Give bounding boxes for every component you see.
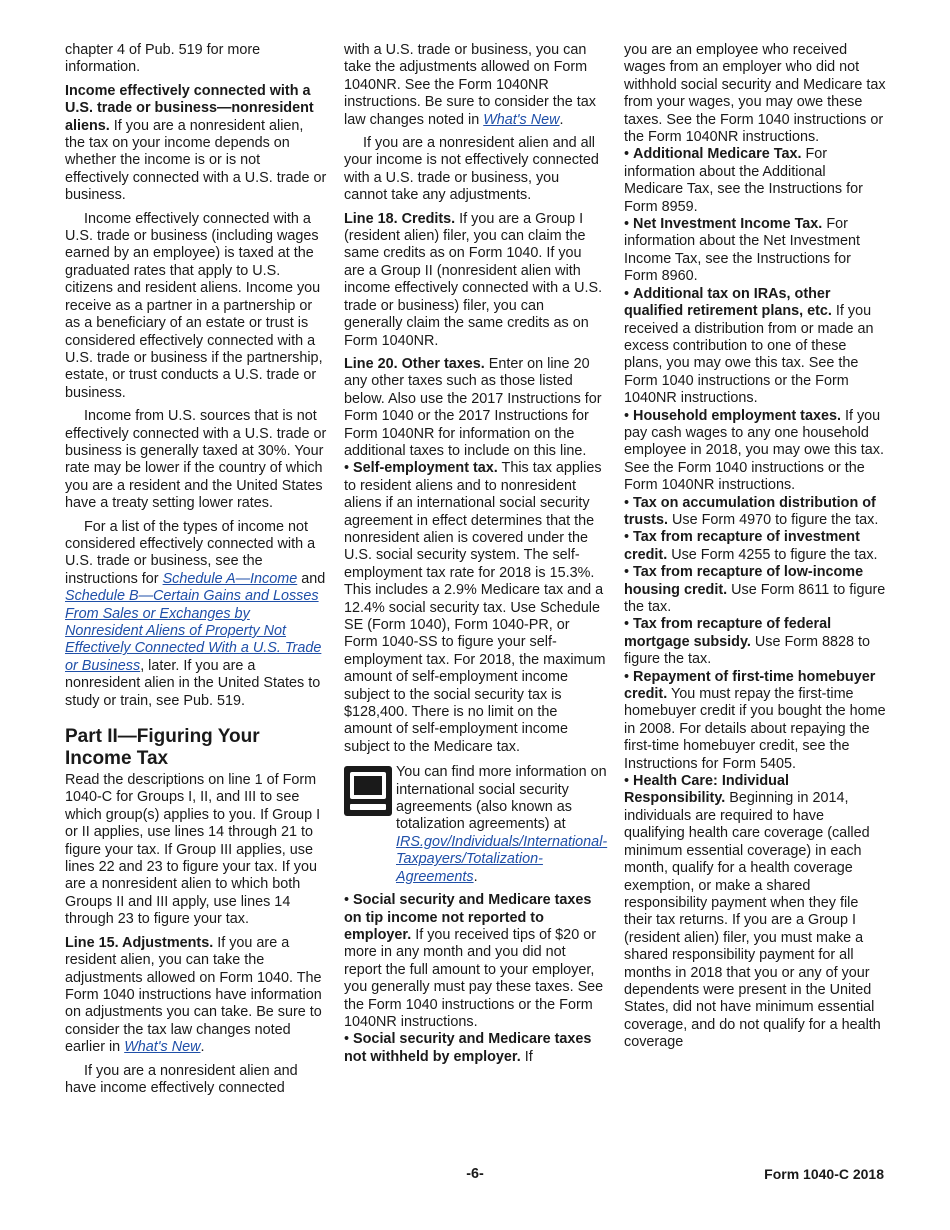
bullet-additional-tax-iras: • Additional tax on IRAs, other qualified retirement plans, etc. If you received a distribution from or made an excess contribution to one of these plans, you may owe this tax. See the Form 1040 instructions or the Form 1040NR instructions. bbox=[624, 285, 874, 407]
paragraph-line-20: Line 20. Other taxes. Enter on line 20 any other taxes such as those listed below. Also use the 2017 Instructions for Form 1040 or the 2017 Instructions for Form 1040NR for information on the additional taxes to include on this line. bbox=[344, 355, 602, 459]
whats-new-link[interactable]: What's New bbox=[483, 111, 560, 128]
computer-tip-note bbox=[344, 764, 606, 886]
bullet-self-employment-tax: • Self-employment tax. This tax applies to resident aliens and to nonresident aliens if an international social security agreement in effect determines that the nonresident alien is covered under the U.S. social security system. The self-employment tax rate for 2018 is 15.3%. This includes a 2.9% Medicare tax and a 12.4% social security tax. Use Schedule SE (Form 1040), Form 1040-PR, or Form 1040-SS to figure your self-employment tax. For 2018, the maximum amount of self-employment income subject to the social security tax is $128,400. There is no limit on the amount of self-employment income subject to the Medicare tax. bbox=[344, 460, 606, 755]
bullet-icon: • bbox=[624, 407, 630, 424]
paragraph-1040nr-adjustments: with a U.S. trade or business, you can take the adjustments allowed on Form 1040NR. See the Form 1040NR instructions. Be sure to consider the tax law changes noted in What's New. bbox=[344, 42, 596, 128]
section-heading-part-ii: Part II—Figuring Your Income Tax bbox=[65, 726, 260, 770]
computer-icon bbox=[344, 766, 392, 816]
bullet-icon: • bbox=[344, 1031, 350, 1048]
bullet-icon: • bbox=[344, 460, 350, 477]
bullet-tip-income: • Social security and Medicare taxes on tip income not reported to employer. If you received tips of $20 or more in any month and you did not report the full amount to your employer, you generally must pay these taxes. See the Form 1040 instructions or the Form 1040NR instructions. bbox=[344, 892, 604, 1030]
bullet-not-withheld: • Social security and Medicare taxes not withheld by employer. If bbox=[344, 1031, 592, 1065]
paragraph-effectively-connected: Income effectively connected with a U.S. trade or business—nonresident aliens. If you are a nonresident alien, the tax on your income depends on whether the income is or is not effectively connected with a U.S. trade or business. bbox=[65, 82, 327, 204]
totalization-agreements-link[interactable]: IRS.gov/Individuals/International-Taxpayers/Totalization-Agreements bbox=[396, 833, 608, 885]
bullet-household-employment: • Household employment taxes. If you pay cash wages to any one household employee in 2018, you may owe this tax. See the Form 1040 instructions or the Form 1040NR instructions. bbox=[624, 407, 884, 494]
bullet-icon: • bbox=[624, 616, 630, 633]
schedule-b-link[interactable]: Schedule B—Certain Gains and Losses From Sales or Exchanges by Nonresident Aliens of Property Not Effectively Connected With a U.S. Trade or Business bbox=[65, 588, 322, 674]
paragraph-no-adjustments: If you are a nonresident alien and all your income is not effectively connected with a U.S. trade or business, you cannot take any adjustments. bbox=[344, 135, 599, 204]
paragraph-line-18: Line 18. Credits. If you are a Group I (resident alien) filer, you can claim the same credits as on Form 1040. If you are a Group II (nonresident alien with income effectively connected with a U.S. trade or business) filer, you can generally claim the same credits as on Form 1040NR. bbox=[344, 210, 603, 349]
bullet-health-care: • Health Care: Individual Responsibility. Beginning in 2014, individuals are required to have qualifying health care coverage (called minimum essential coverage) in each month, qualify for a health coverage exemption, or make a shared responsibility payment when they file their tax returns. If you are a Group I (resident alien) filer, you must make a shared responsibility payment for all months in 2018 that you or any of your dependents were present in the United States, did not have minimum essential coverage, and do not qualify for a health coverage bbox=[624, 773, 881, 1051]
paragraph-income-types: For a list of the types of income not considered effectively connected with a U.S. trade or business, see the instructions for Schedule A—Income and Schedule B—Certain Gains and Losses From Sales or Exchanges by Nonresident Aliens of Property Not Effectively Connected With a U.S. Trade or Business, later. If you are a nonresident alien in the United States to study or train, see Pub. 519. bbox=[65, 518, 326, 709]
bullet-icon: • bbox=[624, 529, 630, 546]
bullet-accumulation-distribution: • Tax on accumulation distribution of trusts. Use Form 4970 to figure the tax. bbox=[624, 494, 879, 528]
column-3 bbox=[624, 42, 886, 1052]
run-in-heading: Line 18. Credits. bbox=[344, 210, 456, 227]
bullet-icon: • bbox=[624, 216, 630, 233]
computer-tip-text: You can find more information on international social security agreements (also known as totalization agreements) at IRS.gov/Individuals/International-Taxpayers/Totalization-Agreements. bbox=[396, 764, 608, 885]
paragraph-line-15: Line 15. Adjustments. If you are a resident alien, you can take the adjustments allowed on Form 1040. The Form 1040 instructions have information on adjustments you can take. Be sure to consider the tax law changes noted earlier in What's New. bbox=[65, 934, 322, 1056]
paragraph-graduated-rates: Income effectively connected with a U.S. trade or business (including wages earned by an employee) is taxed at the graduated rates that apply to U.S. citizens and resident aliens. Income you receive as a partner in a partnership or as a beneficiary of an estate or trust is considered effectively connected with a U.S. trade or business if the partnership, estate, or trust conducts a U.S. trade or business. bbox=[65, 210, 323, 401]
bullet-low-income-housing: • Tax from recapture of low-income housing credit. Use Form 8611 to figure the tax. bbox=[624, 564, 886, 615]
bullet-icon: • bbox=[624, 773, 630, 790]
form-title: Form 1040-C 2018 bbox=[764, 1166, 884, 1182]
bullet-net-investment: • Net Investment Income Tax. For information about the Net Investment Income Tax, see the Instructions for Form 8960. bbox=[624, 216, 860, 285]
bullet-icon: • bbox=[624, 146, 630, 163]
bullet-homebuyer-credit: • Repayment of first-time homebuyer credit. You must repay the first-time homebuyer credit if you bought the home in 2008. For details about repaying the first-time homebuyer credit, see the Instructions for Form 5405. bbox=[624, 668, 886, 772]
bullet-icon: • bbox=[624, 494, 630, 511]
run-in-heading: Income effectively connected with a U.S. trade or business—nonresident aliens. bbox=[65, 82, 314, 134]
run-in-heading: Line 20. Other taxes. bbox=[344, 355, 485, 372]
column-2 bbox=[344, 42, 606, 1066]
bullet-additional-medicare: • Additional Medicare Tax. For information about the Additional Medicare Tax, see the Instructions for Form 8959. bbox=[624, 146, 863, 215]
paragraph-group-descriptions: Read the descriptions on line 1 of Form 1040-C for Groups I, II, and III to see which group(s) applies to you. If Group I or II applies, use lines 14 through 21 to figure your tax. If Group III applies, use lines 22 and 23 to figure your tax. If you are a nonresident alien to which both Groups II and III apply, use lines 14 through 23 to figure your tax. bbox=[65, 772, 321, 928]
bullet-mortgage-subsidy: • Tax from recapture of federal mortgage subsidy. Use Form 8828 to figure the tax. bbox=[624, 616, 871, 668]
paragraph-us-sources: Income from U.S. sources that is not effectively connected with a U.S. trade or business is generally taxed at 30%. Your rate may be lower if the country of which you are a resident and the United States have a treaty setting lower rates. bbox=[65, 408, 327, 512]
paragraph-employee-wages: you are an employee who received wages from an employer who did not withhold social security and Medicare tax from your wages, you may owe these taxes. See the Form 1040 instructions or the Form 1040NR instructions. bbox=[624, 42, 886, 146]
bullet-icon: • bbox=[624, 564, 630, 581]
bullet-investment-credit: • Tax from recapture of investment credit. Use Form 4255 to figure the tax. bbox=[624, 529, 878, 563]
bullet-icon: • bbox=[624, 668, 630, 685]
bullet-icon: • bbox=[344, 892, 350, 909]
page-number: -6- bbox=[466, 1166, 484, 1182]
paragraph-nonresident-adjustments: If you are a nonresident alien and have income effectively connected bbox=[65, 1062, 298, 1096]
run-in-heading: Line 15. Adjustments. bbox=[65, 934, 214, 951]
bullet-icon: • bbox=[624, 285, 630, 302]
whats-new-link[interactable]: What's New bbox=[124, 1039, 201, 1056]
column-1 bbox=[65, 42, 327, 1103]
paragraph-pub519-ref: chapter 4 of Pub. 519 for more information. bbox=[65, 42, 261, 76]
schedule-a-link[interactable]: Schedule A—Income bbox=[162, 570, 298, 587]
